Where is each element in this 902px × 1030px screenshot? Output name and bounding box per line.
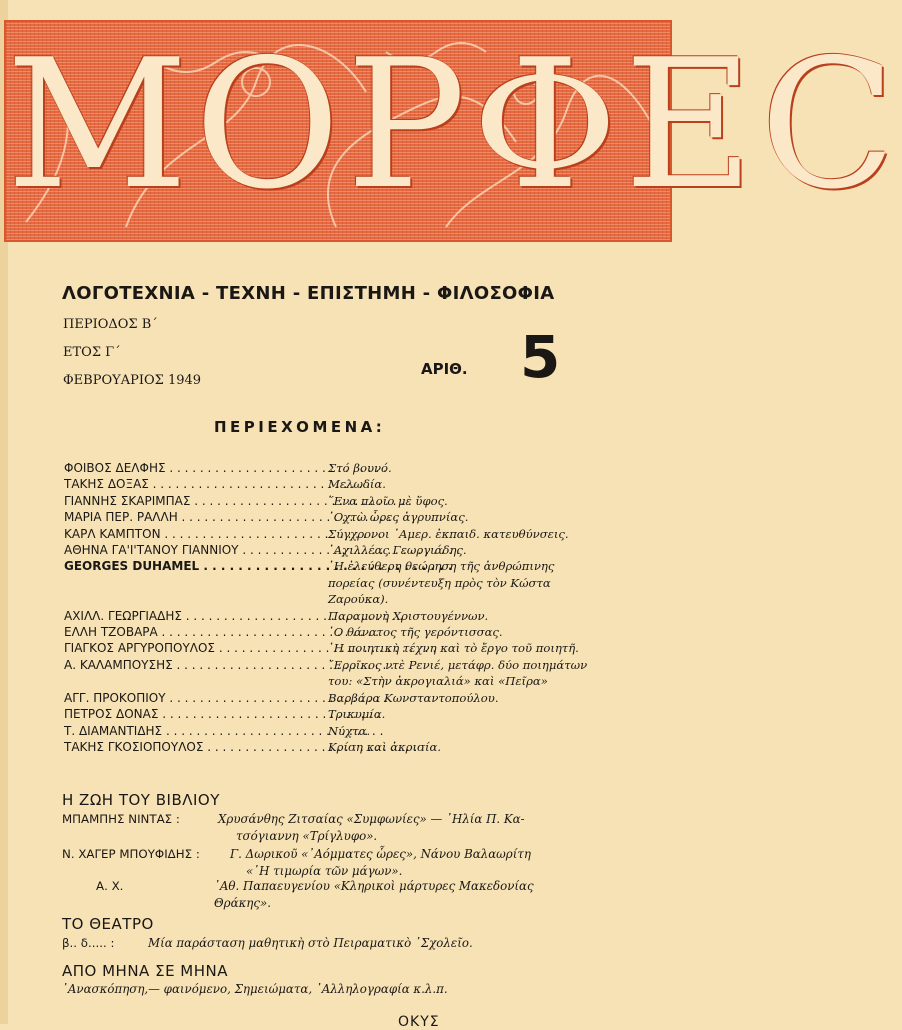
review-text: Χρυσάνθης Ζιτσαίας «Συμφωνίες» — ᾿Ηλία Π. Κα-: [218, 812, 525, 826]
toc-title: Παραμονὴ Χριστουγέννων.: [328, 608, 489, 623]
toc-title: Στό βουνό.: [328, 461, 392, 475]
toc-entry: [64, 509, 604, 525]
toc-title: ᾿Αχιλλέας Γεωργιάδης.: [328, 543, 467, 558]
toc-entry: [64, 640, 604, 656]
toc-title: Μελωδία.: [328, 477, 386, 492]
month-to-month-text: ᾿Ανασκόπηση,— φαινόμενο, Σημειώματα, ᾿Αλληλογραφία κ.λ.π.: [62, 982, 448, 996]
toc-title: Σύγχρονοι ᾿Αμερ. ἐκπαιδ. κατευθύνσεις.: [328, 526, 569, 541]
toc-entry: [64, 706, 604, 722]
review-text: «῾Η τιμωρία τῶν μάγων».: [246, 864, 403, 878]
toc-author: ΤΑΚΗΣ ΔΟΞΑΣ . . .: [64, 476, 328, 492]
toc-title: Νύχτα.: [328, 723, 371, 738]
toc-entry: [64, 723, 604, 739]
toc-title: ῎Ερρῖκος ντὲ Ρενιέ, μετάφρ. δύο ποιημάτων του: «Στὴν ἀκρογιαλιά» καὶ «Πεῖρα»: [328, 657, 588, 689]
toc-author: ΕΛΛΗ ΤΖΟΒΑΡΑ . . .: [64, 624, 328, 640]
toc-entry: [64, 657, 604, 690]
toc-author: ΚΑΡΛ ΚΑΜΠΤΟΝ . . .: [64, 526, 328, 542]
toc-author: ΓΙΑΝΝΗΣ ΣΚΑΡΙΜΠΑΣ . . .: [64, 493, 328, 509]
issue-number: 5: [520, 323, 561, 391]
book-life-heading: Η ΖΩΗ ΤΟΥ ΒΙΒΛΙΟΥ: [62, 791, 220, 809]
toc-title: Βαρβάρα Κωνσταντοπούλου.: [328, 690, 499, 705]
toc-author: ΠΕΤΡΟΣ ΔΟΝΑΣ . . .: [64, 706, 328, 722]
toc-author: GEORGES DUHAMEL . . .: [64, 558, 328, 574]
toc-title: ῞Ενα πλοῖο μὲ ὕφος.: [328, 493, 448, 508]
toc-title: ῾Η ἐλεύθερη θεώρηση τῆς ἀνθρώπινης πορείας (συνέντευξη πρὸς τὸν Κώστα Ζαρούκα).: [328, 559, 555, 607]
toc-title: ῾Η ποιητικὴ τέχνη καὶ τὸ ἔργο τοῦ ποιητῆ.: [328, 641, 579, 656]
table-of-contents: [64, 460, 604, 755]
theatre-author: β.. δ..... :: [62, 936, 115, 950]
toc-title: Κρίση καὶ ἀκρισία.: [328, 739, 441, 754]
toc-author: ΓΙΑΓΚΟΣ ΑΡΓΥΡΟΠΟΥΛΟΣ . . .: [64, 640, 328, 656]
review-author: Ν. ΧΑΓΕΡ ΜΠΟΥΦΙΔΗΣ :: [62, 847, 200, 861]
review-text: ᾿Αθ. Παπαευγενίου «Κληρικοὶ μάρτυρες Μακεδονίας: [214, 879, 534, 893]
toc-entry: [64, 542, 604, 558]
toc-author: ΤΑΚΗΣ ΓΚΟΣΙΟΠΟΥΛΟΣ . . .: [64, 739, 328, 755]
toc-entry: [64, 476, 604, 492]
month-to-month-heading: ΑΠΟ ΜΗΝΑ ΣΕ ΜΗΝΑ: [62, 962, 229, 980]
toc-author: ΑΓΓ. ΠΡΟΚΟΠΙΟΥ . . .: [64, 690, 328, 706]
review-author: ΜΠΑΜΠΗΣ ΝΙΝΤΑΣ :: [62, 812, 180, 826]
toc-entry: [64, 739, 604, 755]
toc-entry: [64, 460, 604, 476]
review-text: Γ. Δωρικοῦ «᾿Αόμματες ὧρες», Νάνου Βαλαωρίτη: [230, 847, 531, 861]
toc-entry: [64, 493, 604, 509]
magazine-subtitle: ΛΟΓΟΤΕΧΝΙΑ - ΤΕΧΝΗ - ΕΠΙΣΤΗΜΗ - ΦΙΛΟΣΟΦΙΑ: [62, 283, 555, 304]
theatre-heading: ΤΟ ΘΕΑΤΡΟ: [62, 915, 154, 933]
issue-label: ΑΡΙΘ.: [421, 360, 468, 378]
toc-entry: [64, 526, 604, 542]
cut-off-text: ΟΚΥΣ: [398, 1014, 440, 1030]
period-label: ΠΕΡΙΟΔΟΣ Β΄: [63, 317, 158, 332]
toc-entry: [64, 558, 604, 607]
year-label: ΕΤΟΣ Γ΄: [63, 345, 121, 360]
toc-entry: [64, 690, 604, 706]
toc-author: ΜΑΡΙΑ ΠΕΡ. ΡΑΛΛΗ . . .: [64, 509, 328, 525]
masthead-banner: [4, 20, 902, 242]
toc-author: Τ. ΔΙΑΜΑΝΤΙΔΗΣ . . .: [64, 723, 328, 739]
toc-author: ΑΘΗΝΑ ΓΑ'Ι'ΤΑΝΟΥ ΓΙΑΝΝΙΟΥ . . .: [64, 542, 328, 558]
toc-author: ΑΧΙΛΛ. ΓΕΩΡΓΙΑΔΗΣ . . .: [64, 608, 328, 624]
review-text: τσόγιαννη «Τρίγλυφο».: [236, 829, 378, 843]
date-label: ΦΕΒΡΟΥΑΡΙΟΣ 1949: [63, 373, 202, 388]
review-text: Θράκης».: [214, 896, 271, 910]
theatre-text: Μία παράσταση μαθητικὴ στὸ Πειραματικὸ ᾿Σχολεῖο.: [148, 936, 473, 950]
toc-entry: [64, 624, 604, 640]
review-author: Α. Χ.: [96, 879, 124, 893]
toc-author: ΦΟΙΒΟΣ ΔΕΛΦΗΣ . . .: [64, 460, 328, 476]
toc-entry: [64, 608, 604, 624]
toc-title: ᾿Οχτὼ ὧρες ἀγρυπνίας.: [328, 510, 469, 525]
toc-title: ῾Ο θάνατος τῆς γερόντισσας.: [328, 625, 503, 640]
toc-title: Τρικυμία.: [328, 707, 386, 722]
magazine-title: ΜΟΡΦΕC: [6, 21, 902, 228]
toc-author: Α. ΚΑΛΑΜΠΟΥΣΗΣ . . .: [64, 657, 328, 673]
contents-heading: ΠΕΡΙΕΧΟΜΕΝΑ:: [214, 418, 386, 436]
